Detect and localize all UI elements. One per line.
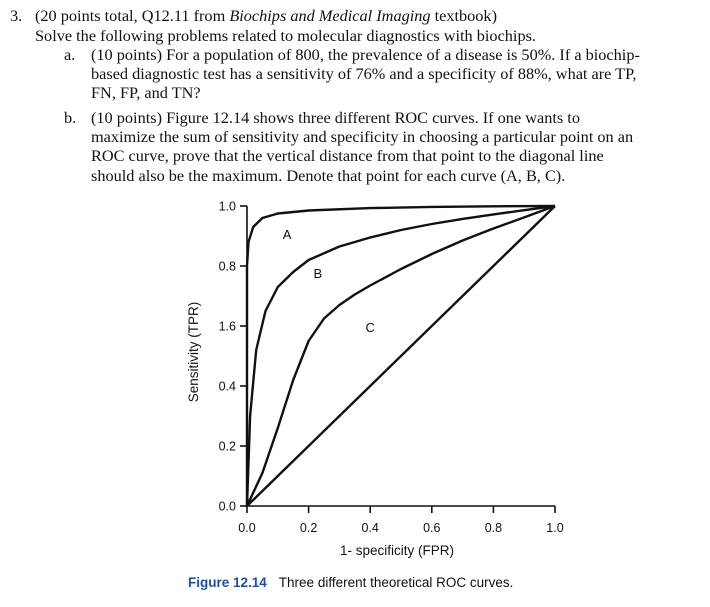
x-tick-label: 0.2 bbox=[299, 521, 318, 535]
figure-label: Figure 12.14 bbox=[188, 575, 267, 590]
header-suffix: textbook) bbox=[430, 6, 497, 25]
curve-label-C: C bbox=[365, 320, 375, 335]
part-b-marker: b. bbox=[64, 108, 77, 127]
question-header bbox=[35, 6, 497, 26]
part-b-line-1: (10 points) Figure 12.14 shows three different ROC curves. If one wants to bbox=[91, 108, 580, 127]
part-a-marker: a. bbox=[64, 45, 76, 64]
part-b-line-4: should also be the maximum. Denote that point for each curve (A, B, C). bbox=[91, 166, 566, 185]
y-tick-label: 0.0 bbox=[218, 499, 236, 514]
x-tick-label: 0.0 bbox=[238, 521, 256, 535]
curve-label-A: A bbox=[282, 227, 292, 242]
curve-label-B: B bbox=[313, 266, 323, 281]
y-tick-label: 1.0 bbox=[218, 199, 236, 214]
figure-caption-text: Three different theoretical ROC curves. bbox=[278, 575, 514, 590]
part-b-line-3: ROC curve, prove that the vertical distance from that point to the diagonal line bbox=[91, 146, 604, 165]
part-b-line-2: maximize the sum of sensitivity and specificity in choosing a particular point on an bbox=[91, 127, 634, 146]
part-a-line-3: FN, FP, and TN? bbox=[91, 83, 201, 102]
question-intro: Solve the following problems related to molecular diagnostics with biochips. bbox=[35, 26, 537, 45]
y-axis-title: Sensitivity (TPR) bbox=[186, 301, 201, 403]
book-title: Biochips and Medical Imaging bbox=[229, 6, 431, 25]
part-a-line-1: (10 points) For a population of 800, the prevalence of a disease is 50%. If a biochip- bbox=[91, 45, 640, 64]
x-tick-label: 0.8 bbox=[484, 521, 503, 535]
question-number: 3. bbox=[10, 6, 23, 25]
x-tick-label: 0.6 bbox=[423, 521, 441, 535]
y-tick-label: 0.2 bbox=[218, 439, 236, 454]
roc-plot-area bbox=[247, 206, 555, 506]
figure-caption bbox=[188, 575, 513, 590]
roc-chart bbox=[170, 190, 590, 565]
y-tick-label: 0.8 bbox=[218, 259, 236, 274]
x-tick-label: 0.4 bbox=[361, 521, 379, 535]
part-a-line-2: based diagnostic test has a sensitivity of 76% and a specificity of 88%, what are TP, bbox=[91, 64, 637, 83]
y-tick-label: 0.4 bbox=[218, 379, 236, 394]
y-tick-label: 1.6 bbox=[218, 319, 236, 334]
x-tick-label: 1.0 bbox=[546, 521, 564, 535]
header-prefix: (20 points total, Q12.11 from bbox=[35, 6, 230, 25]
x-axis-title: 1- specificity (FPR) bbox=[339, 543, 455, 558]
